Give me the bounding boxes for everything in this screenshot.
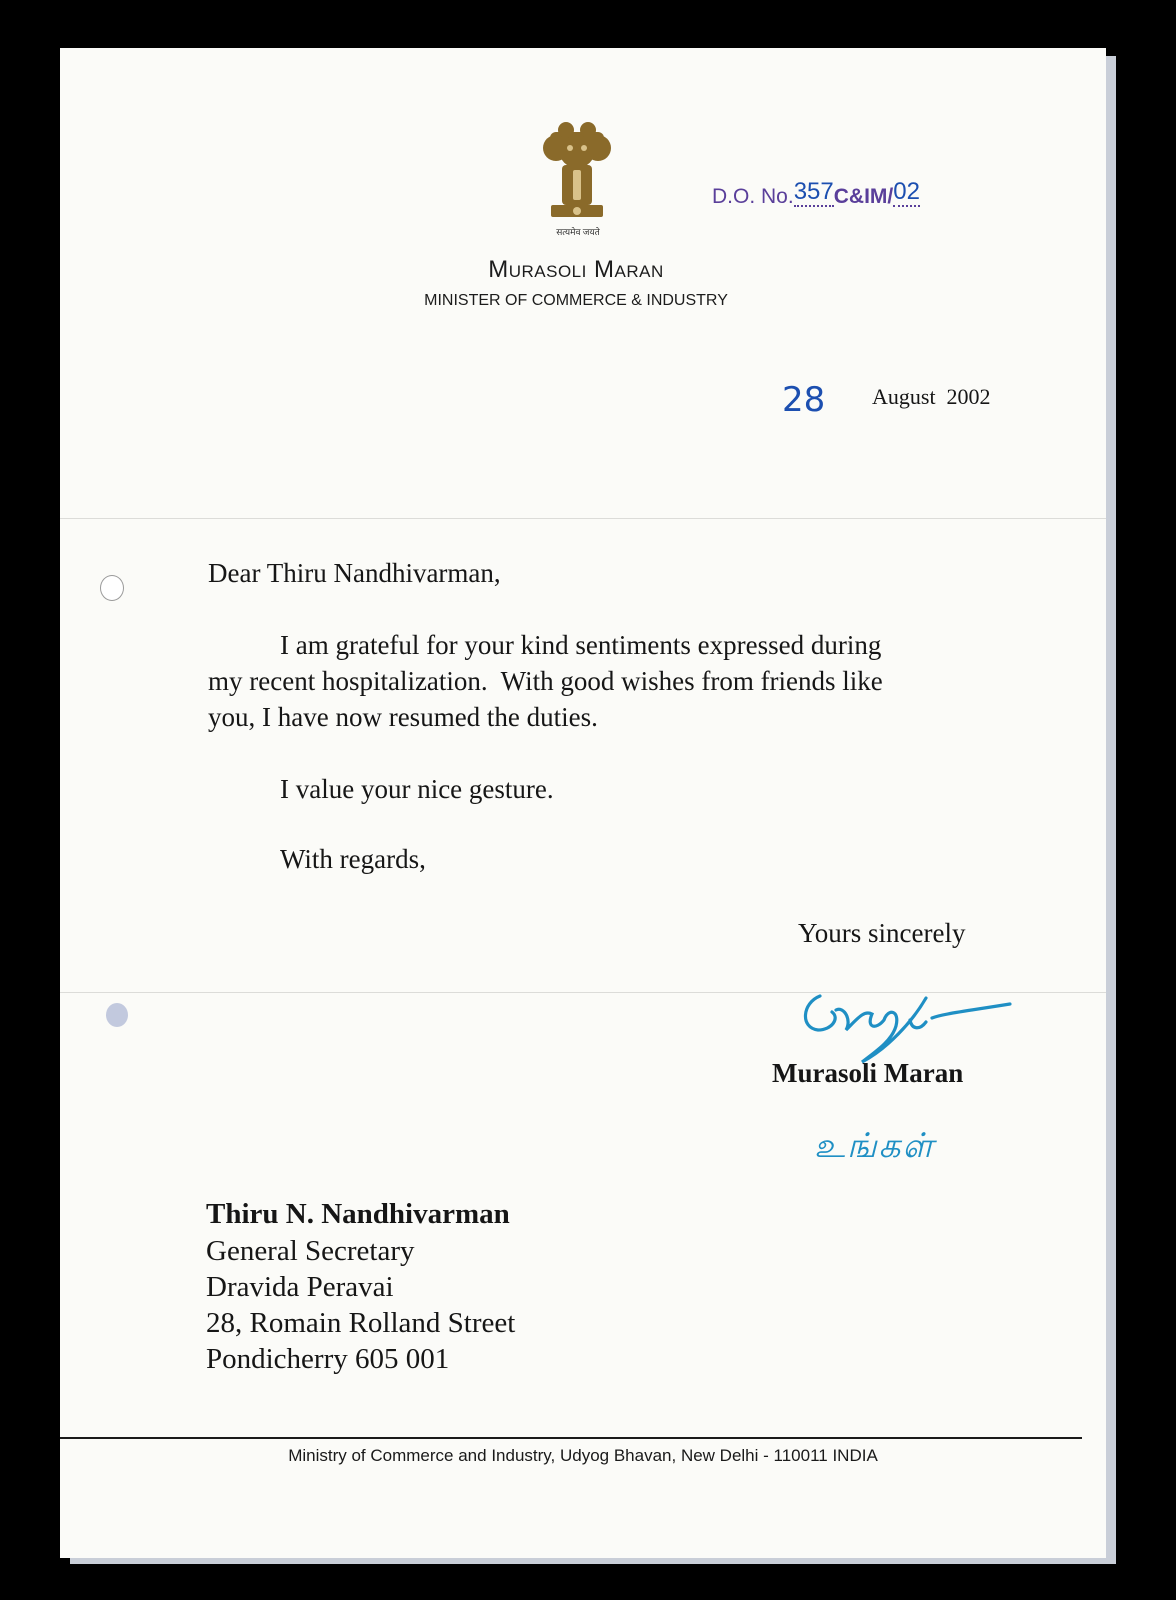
salutation: Dear Thiru Nandhivarman, — [208, 558, 501, 588]
do-code: C&IM/ — [833, 185, 894, 208]
footer-rule — [60, 1437, 1082, 1439]
fold-line — [60, 518, 1106, 519]
sign-off: Yours sincerely — [798, 918, 966, 948]
do-number-stamp — [712, 178, 920, 210]
recipient-street: 28, Romain Rolland Street — [206, 1307, 516, 1339]
recipient-name: Thiru N. Nandhivarman — [206, 1198, 510, 1230]
state-emblem-icon — [536, 110, 618, 236]
punch-hole — [100, 575, 124, 601]
paragraph1-line2: my recent hospitalization. With good wishes from friends like — [208, 666, 883, 696]
do-number: 357 — [793, 178, 834, 205]
paragraph1-line3: you, I have now resumed the duties. — [208, 702, 598, 732]
punch-hole — [106, 1003, 128, 1027]
minister-name: Murasoli Maran — [488, 256, 664, 283]
date-day-handwritten: 28 — [782, 380, 826, 420]
handwritten-signature — [792, 978, 1022, 1068]
footer-address: Ministry of Commerce and Industry, Udyog Bhavan, New Delhi - 110011 INDIA — [288, 1446, 878, 1465]
minister-designation: MINISTER OF COMMERCE & INDUSTRY — [424, 292, 728, 309]
closing: With regards, — [280, 844, 426, 874]
emblem-motto: सत्यमेव जयते — [556, 227, 600, 237]
date-month-year: August 2002 — [872, 384, 991, 409]
paragraph1-line1: I am grateful for your kind sentiments expressed during — [280, 630, 882, 660]
recipient-organization: Dravida Peravai — [206, 1271, 394, 1303]
recipient-title: General Secretary — [206, 1235, 415, 1267]
paragraph2: I value your nice gesture. — [280, 774, 554, 804]
do-year: 02 — [893, 178, 920, 205]
do-prefix: D.O. No. — [712, 185, 794, 208]
signatory-name: Murasoli Maran — [772, 1058, 964, 1088]
handwritten-greeting-tamil: உங்கள் — [814, 1126, 936, 1166]
recipient-city: Pondicherry 605 001 — [206, 1343, 450, 1375]
